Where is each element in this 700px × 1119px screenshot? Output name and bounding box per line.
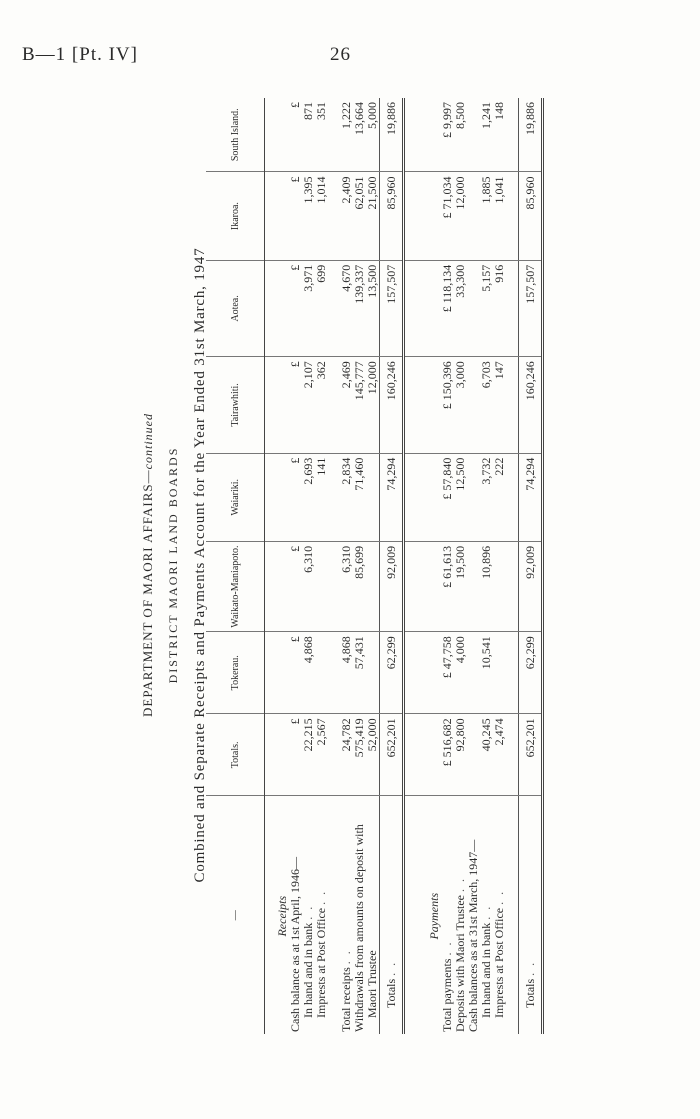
cell-value: £ bbox=[289, 98, 302, 172]
cell-value: 575,419 bbox=[353, 714, 366, 796]
board-title: DISTRICT MAORI LAND BOARDS bbox=[166, 446, 180, 684]
cell-value: £ 57,840 bbox=[441, 453, 454, 541]
spacer-cell bbox=[404, 357, 418, 453]
spacer-cell bbox=[265, 714, 290, 796]
cell-value: 33,300 bbox=[454, 260, 467, 356]
cell-value: £ bbox=[289, 172, 302, 260]
cell-value: £ bbox=[289, 260, 302, 356]
cell-value: 62,299 bbox=[519, 632, 543, 714]
spacer-cell bbox=[506, 98, 519, 172]
spacer-cell bbox=[265, 453, 290, 541]
spacer-cell bbox=[506, 453, 519, 541]
column-header: Tokerau. bbox=[206, 632, 265, 714]
cell-value: 85,699 bbox=[353, 541, 366, 631]
spacer-cell bbox=[417, 541, 441, 631]
cell-value: £ bbox=[289, 453, 302, 541]
cell-value: 62,051 bbox=[353, 172, 366, 260]
spacer-cell bbox=[417, 357, 441, 453]
spacer-cell bbox=[506, 357, 519, 453]
cell-value: 160,246 bbox=[380, 357, 404, 453]
section-heading-row bbox=[417, 98, 441, 1034]
spacer-cell bbox=[404, 453, 418, 541]
row-label bbox=[519, 796, 543, 1034]
leader-dots: . . bbox=[453, 876, 467, 892]
spacer-cell bbox=[404, 714, 418, 796]
leader-dots: . . bbox=[440, 940, 454, 956]
cell-value: 148 bbox=[493, 98, 506, 172]
cell-value: 4,868 bbox=[302, 632, 315, 714]
leader-dots: . . bbox=[301, 904, 315, 920]
row-label-text: Maori Trustee bbox=[365, 950, 379, 1018]
spacer-cell bbox=[404, 172, 418, 260]
spacer-cell bbox=[417, 632, 441, 714]
cell-value: 6,310 bbox=[302, 541, 315, 631]
cell-value: 2,469 bbox=[340, 357, 353, 453]
leader-dots: . . bbox=[314, 889, 328, 905]
cell-value: £ 150,396 bbox=[441, 357, 454, 453]
table-row bbox=[315, 98, 328, 1034]
spacer-cell bbox=[404, 541, 418, 631]
department-name: DEPARTMENT OF MAORI AFFAIRS— bbox=[140, 469, 155, 717]
section-heading-row bbox=[265, 98, 290, 1034]
column-header: Totals. bbox=[206, 714, 265, 796]
cell-value: 3,000 bbox=[454, 357, 467, 453]
cell-value: 145,777 bbox=[353, 357, 366, 453]
spacer-cell bbox=[265, 357, 290, 453]
spacer-cell bbox=[265, 541, 290, 631]
spacer-cell bbox=[265, 260, 290, 356]
spacer-cell bbox=[506, 172, 519, 260]
leader-dots: . . bbox=[479, 904, 493, 920]
spacer-cell bbox=[506, 632, 519, 714]
cell-value: 10,541 bbox=[480, 632, 493, 714]
cell-value: £ bbox=[289, 357, 302, 453]
row-label-text: Imprests at Post Office bbox=[492, 907, 506, 1018]
cell-value: 24,782 bbox=[340, 714, 353, 796]
spacer-cell bbox=[417, 714, 441, 796]
cell-value: £ 9,997 bbox=[441, 98, 454, 172]
cell-value: 2,567 bbox=[315, 714, 328, 796]
row-label bbox=[493, 796, 506, 1034]
spacer-cell bbox=[506, 260, 519, 356]
cell-value: 52,000 bbox=[366, 714, 380, 796]
cell-value: 6,703 bbox=[480, 357, 493, 453]
column-header: Ikaroa. bbox=[206, 172, 265, 260]
cell-value: 139,337 bbox=[353, 260, 366, 356]
spacer-cell bbox=[506, 541, 519, 631]
cell-value: 4,868 bbox=[340, 632, 353, 714]
cell-value: 2,474 bbox=[493, 714, 506, 796]
cell-value: 12,500 bbox=[454, 453, 467, 541]
spacer-cell bbox=[404, 260, 418, 356]
cell-value: 699 bbox=[315, 260, 328, 356]
cell-value: 1,222 bbox=[340, 98, 353, 172]
cell-value: £ bbox=[289, 632, 302, 714]
cell-value: £ bbox=[289, 541, 302, 631]
cell-value: 157,507 bbox=[380, 260, 404, 356]
cell-value: 92,009 bbox=[519, 541, 543, 631]
cell-value bbox=[366, 453, 380, 541]
column-header: South Island. bbox=[206, 98, 265, 172]
column-header-row bbox=[206, 98, 265, 1034]
spacer-cell bbox=[417, 260, 441, 356]
cell-value: 5,000 bbox=[366, 98, 380, 172]
row-label-text: Cash balances as at 31st March, 1947— bbox=[466, 839, 480, 1032]
cell-value: £ 118,134 bbox=[441, 260, 454, 356]
row-label-text: In hand and in bank bbox=[479, 922, 493, 1018]
row-label-text: In hand and in bank bbox=[301, 922, 315, 1018]
cell-value: 222 bbox=[493, 453, 506, 541]
spacer-cell bbox=[417, 453, 441, 541]
cell-value: 85,960 bbox=[519, 172, 543, 260]
spacer-cell bbox=[417, 172, 441, 260]
cell-value: 3,732 bbox=[480, 453, 493, 541]
spacer-cell bbox=[404, 98, 418, 172]
cell-value: 92,009 bbox=[380, 541, 404, 631]
cell-value: 1,885 bbox=[480, 172, 493, 260]
table-body bbox=[265, 98, 543, 1034]
cell-value bbox=[315, 632, 328, 714]
cell-value: 147 bbox=[493, 357, 506, 453]
spacer-cell bbox=[265, 98, 290, 172]
cell-value bbox=[493, 541, 506, 631]
spacer-cell bbox=[265, 632, 290, 714]
row-label bbox=[366, 796, 380, 1034]
column-header: Waikato-Maniapoto. bbox=[206, 541, 265, 631]
cell-value bbox=[315, 541, 328, 631]
cell-value: 4,670 bbox=[340, 260, 353, 356]
accounts-table bbox=[206, 98, 544, 1034]
cell-value: 362 bbox=[315, 357, 328, 453]
cell-value: 3,971 bbox=[302, 260, 315, 356]
spacer-cell bbox=[417, 98, 441, 172]
leader-dots: . . bbox=[522, 960, 537, 976]
row-label-text: Cash balance as at 1st April, 1946— bbox=[288, 857, 302, 1032]
row-label-text: Deposits with Maori Trustee bbox=[453, 894, 467, 1032]
totals-row bbox=[519, 98, 543, 1034]
cell-value: 1,395 bbox=[302, 172, 315, 260]
cell-value: 13,664 bbox=[353, 98, 366, 172]
cell-value: 21,500 bbox=[366, 172, 380, 260]
cell-value: 12,000 bbox=[454, 172, 467, 260]
account-title: Combined and Separate Receipts and Payments Account for the Year Ended 31st March, 1947 bbox=[192, 247, 208, 883]
cell-value: £ 47,758 bbox=[441, 632, 454, 714]
cell-value: 12,000 bbox=[366, 357, 380, 453]
cell-value: £ 516,682 bbox=[441, 714, 454, 796]
table-row bbox=[366, 98, 380, 1034]
cell-value: 19,500 bbox=[454, 541, 467, 631]
section-heading: Receipts bbox=[275, 895, 289, 937]
cell-value: 71,460 bbox=[353, 453, 366, 541]
cell-value: £ 61,613 bbox=[441, 541, 454, 631]
cell-value: 4,000 bbox=[454, 632, 467, 714]
row-label-text: Total payments bbox=[440, 958, 454, 1032]
cell-value: 10,896 bbox=[480, 541, 493, 631]
page-number: 26 bbox=[330, 44, 351, 65]
cell-value: £ bbox=[289, 714, 302, 796]
cell-value: £ 71,034 bbox=[441, 172, 454, 260]
document-reference: B—1 [Pt. IV] bbox=[22, 44, 138, 65]
cell-value: 2,834 bbox=[340, 453, 353, 541]
cell-value: 6,310 bbox=[340, 541, 353, 631]
cell-value: 2,409 bbox=[340, 172, 353, 260]
cell-value: 1,241 bbox=[480, 98, 493, 172]
cell-value bbox=[493, 632, 506, 714]
cell-value: 19,886 bbox=[380, 98, 404, 172]
totals-row bbox=[380, 98, 404, 1034]
cell-value: 92,800 bbox=[454, 714, 467, 796]
cell-value: 74,294 bbox=[519, 453, 543, 541]
column-header: Waiariki. bbox=[206, 453, 265, 541]
cell-value: 22,215 bbox=[302, 714, 315, 796]
cell-value: 141 bbox=[315, 453, 328, 541]
row-label-text: Totals bbox=[522, 978, 537, 1008]
row-label-text: Withdrawals from amounts on deposit with bbox=[352, 824, 366, 1032]
cell-value: 351 bbox=[315, 98, 328, 172]
cell-value: 5,157 bbox=[480, 260, 493, 356]
cell-value: 1,014 bbox=[315, 172, 328, 260]
spacer-cell bbox=[404, 632, 418, 714]
cell-value: 74,294 bbox=[380, 453, 404, 541]
leader-dots: . . bbox=[383, 960, 398, 976]
row-label-text: Total receipts bbox=[339, 967, 353, 1032]
cell-value: 1,041 bbox=[493, 172, 506, 260]
cell-value: 85,960 bbox=[380, 172, 404, 260]
cell-value: 652,201 bbox=[519, 714, 543, 796]
cell-value: 13,500 bbox=[366, 260, 380, 356]
row-label bbox=[315, 796, 328, 1034]
cell-value: 2,693 bbox=[302, 453, 315, 541]
cell-value: 19,886 bbox=[519, 98, 543, 172]
table-row bbox=[493, 98, 506, 1034]
leader-dots: . . bbox=[339, 949, 353, 965]
column-header: Aotea. bbox=[206, 260, 265, 356]
cell-value bbox=[366, 632, 380, 714]
column-header: Tairawhiti. bbox=[206, 357, 265, 453]
cell-value: 40,245 bbox=[480, 714, 493, 796]
section-heading: Payments bbox=[427, 892, 441, 940]
department-title bbox=[140, 90, 156, 1040]
table-row bbox=[353, 98, 366, 1034]
continued-label: continued bbox=[141, 413, 155, 470]
spacer-cell bbox=[404, 796, 418, 1034]
row-label bbox=[380, 796, 404, 1034]
rotated-table-page bbox=[120, 90, 540, 1040]
cell-value: 652,201 bbox=[380, 714, 404, 796]
header-blank: — bbox=[206, 796, 265, 1034]
cell-value bbox=[366, 541, 380, 631]
cell-value: 57,431 bbox=[353, 632, 366, 714]
cell-value: 8,500 bbox=[454, 98, 467, 172]
cell-value: 916 bbox=[493, 260, 506, 356]
leader-dots: . . bbox=[492, 889, 506, 905]
spacer-cell bbox=[265, 172, 290, 260]
row-label-text: Imprests at Post Office bbox=[314, 907, 328, 1018]
cell-value: 160,246 bbox=[519, 357, 543, 453]
cell-value: 2,107 bbox=[302, 357, 315, 453]
cell-value: 871 bbox=[302, 98, 315, 172]
cell-value: 157,507 bbox=[519, 260, 543, 356]
spacer-row bbox=[506, 98, 519, 1034]
spacer-cell bbox=[506, 714, 519, 796]
row-label-text: Totals bbox=[383, 978, 398, 1008]
spacer-row bbox=[404, 98, 418, 1034]
spacer-cell bbox=[506, 796, 519, 1034]
cell-value: 62,299 bbox=[380, 632, 404, 714]
